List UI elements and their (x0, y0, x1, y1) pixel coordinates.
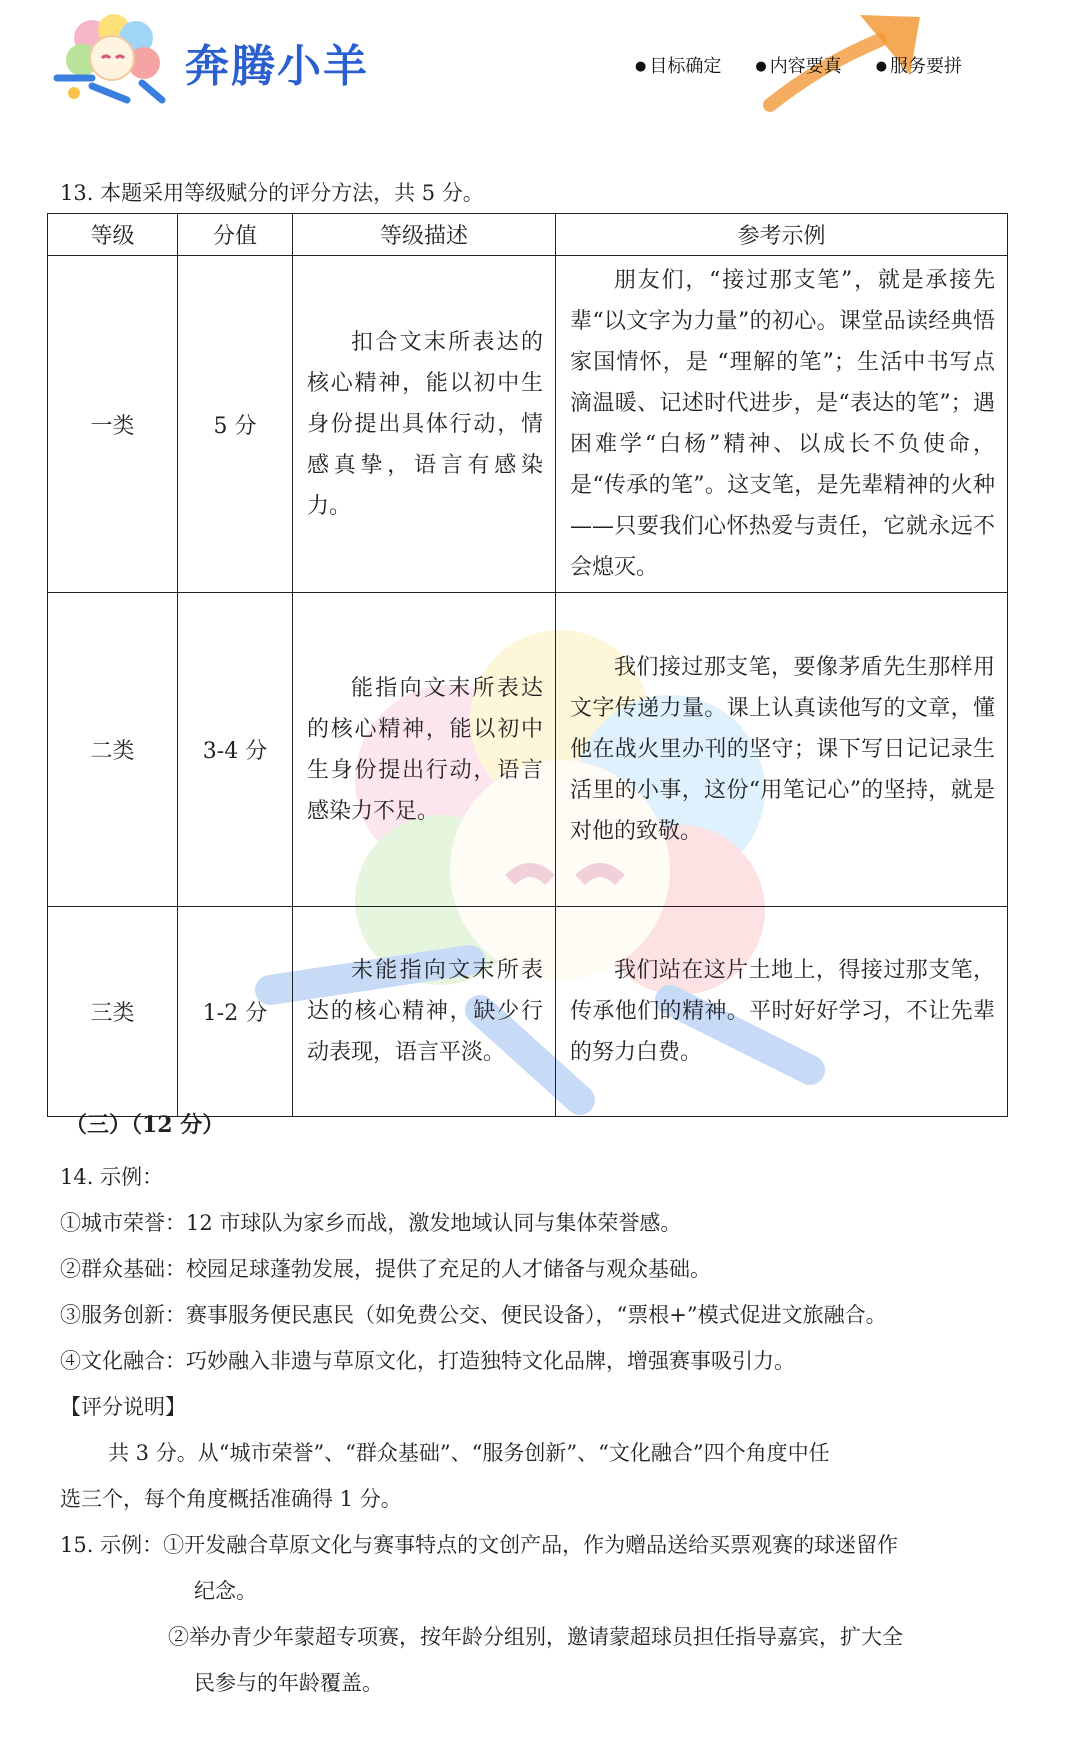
example-cell: 我们站在这片土地上，得接过那支笔，传承他们的精神。平时好好学习，不让先辈的努力白费。 (556, 907, 1008, 1117)
table-row (48, 256, 1008, 593)
q14-title: 14. 示例： (60, 1165, 164, 1189)
level-cell: 三类 (48, 907, 178, 1117)
score-cell: 1-2 分 (178, 907, 293, 1117)
level-cell: 二类 (48, 593, 178, 907)
example-cell: 我们接过那支笔，要像茅盾先生那样用文字传递力量。课上认真读他写的文章，懂他在战火里办刊的坚守；课下写日记记录生活里的小事，这份“用笔记心”的坚持，就是对他的致敬。 (556, 593, 1008, 907)
scoring-title: 【评分说明】 (60, 1395, 186, 1419)
description-cell: 扣合文末所表达的核心精神，能以初中生身份提出具体行动，情感真挚，语言有感染力。 (293, 256, 556, 593)
q15-item: 15. 示例：①开发融合草原文化与赛事特点的文创产品，作为赠品送给买票观赛的球迷留作 (60, 1533, 899, 1557)
grading-table (47, 213, 1008, 1117)
slogan-item: ● 目标确定 (635, 52, 721, 78)
score-cell: 5 分 (178, 256, 293, 593)
slogan-item: ● 服务要拼 (876, 52, 962, 78)
table-row (48, 907, 1008, 1117)
description-cell: 未能指向文末所表达的核心精神，缺少行动表现，语言平淡。 (293, 907, 556, 1117)
table-row (48, 593, 1008, 907)
header-score: 分值 (178, 214, 293, 256)
slogan-list (635, 52, 962, 78)
q13-intro: 13. 本题采用等级赋分的评分方法，共 5 分。 (60, 181, 484, 205)
q15-item-cont: 纪念。 (194, 1579, 257, 1603)
page-header (0, 0, 1080, 130)
example-cell: 朋友们，“接过那支笔”，就是承接先辈“以文字为力量”的初心。课堂品读经典悟家国情怀，是 “理解的笔”；生活中书写点滴温暖、记述时代进步，是“表达的笔”；遇困难学“白杨”精神、以成长不负使命，是“传承的笔”。这支笔，是先辈精神的火种——只要我们心怀热爱与责任，它就永远不会熄灭。 (556, 256, 1008, 593)
q15-item-cont: 民参与的年龄覆盖。 (194, 1671, 383, 1695)
section-heading: （三）（12 分） (65, 1112, 225, 1138)
score-cell: 3-4 分 (178, 593, 293, 907)
scoring-text: 选三个，每个角度概括准确得 1 分。 (60, 1487, 402, 1511)
scoring-text: 共 3 分。从“城市荣誉”、“群众基础”、“服务创新”、“文化融合”四个角度中任 (108, 1441, 830, 1465)
header-description: 等级描述 (293, 214, 556, 256)
table-header-row (48, 214, 1008, 256)
q14-item: ②群众基础：校园足球蓬勃发展，提供了充足的人才储备与观众基础。 (60, 1257, 711, 1281)
description-cell: 能指向文末所表达的核心精神，能以初中生身份提出行动，语言感染力不足。 (293, 593, 556, 907)
q14-item: ④文化融合：巧妙融入非遗与草原文化，打造独特文化品牌，增强赛事吸引力。 (60, 1349, 795, 1373)
header-example: 参考示例 (556, 214, 1008, 256)
level-cell: 一类 (48, 256, 178, 593)
q14-item: ③服务创新：赛事服务便民惠民（如免费公交、便民设备），“票根+”模式促进文旅融合。 (60, 1303, 887, 1327)
brand-name: 奔腾小羊 (185, 41, 369, 92)
slogan-item: ● 内容要真 (755, 52, 841, 78)
sheep-logo-icon (52, 8, 182, 108)
q15-item: ②举办青少年蒙超专项赛，按年龄分组别，邀请蒙超球员担任指导嘉宾，扩大全 (168, 1625, 903, 1649)
header-level: 等级 (48, 214, 178, 256)
q14-item: ①城市荣誉：12 市球队为家乡而战，激发地域认同与集体荣誉感。 (60, 1211, 682, 1235)
